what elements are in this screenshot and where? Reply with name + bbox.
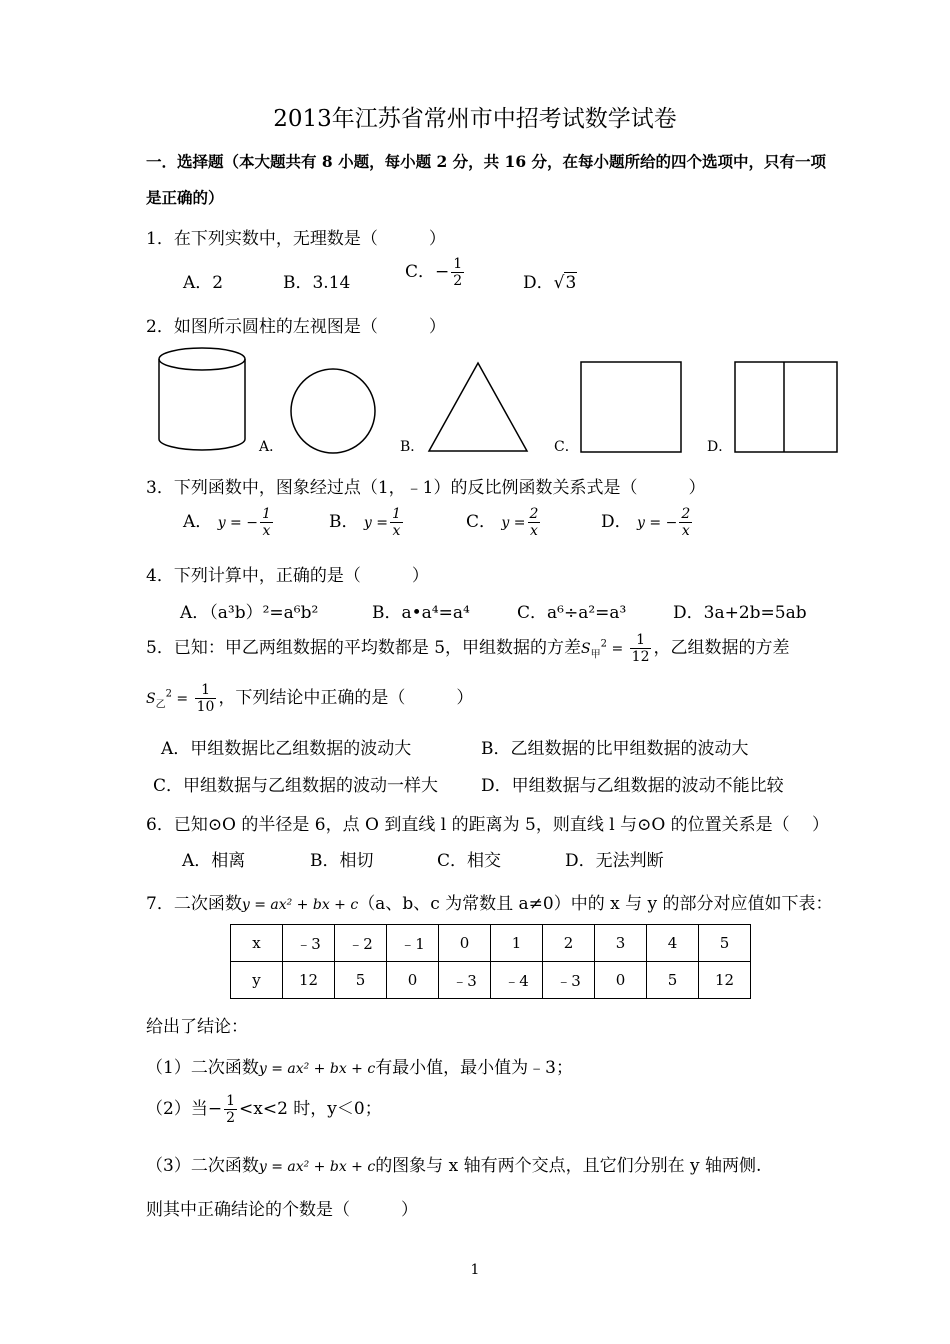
frac-den: x xyxy=(262,523,271,540)
frac-den: x xyxy=(681,523,690,540)
table-row-x xyxy=(231,925,751,962)
conclusion-text-2: 的图象与 x 轴有两个交点，且它们分别在 y 轴两侧. xyxy=(375,1156,762,1176)
q6-option-c: C．相交 xyxy=(437,851,502,871)
q7-question: 则其中正确结论的个数是（ ） xyxy=(146,1200,418,1220)
q2-label-c: C． xyxy=(554,439,579,455)
q6-option-b: B．相切 xyxy=(310,851,374,871)
triangle-shape xyxy=(429,363,527,451)
option-split-rectangle-figure xyxy=(733,360,839,454)
frac-den: 12 xyxy=(631,649,650,666)
frac-num: 2 xyxy=(529,506,539,522)
quadratic-function: y = ax² + bx + c xyxy=(241,897,359,913)
q3-b-fraction xyxy=(390,506,403,539)
q3-stem: 3．下列函数中，图象经过点（1，﹣1）的反比例函数关系式是（ ） xyxy=(146,478,706,498)
value-table xyxy=(230,924,751,999)
table-cell: 1 xyxy=(491,925,543,962)
variance-yi-fraction xyxy=(195,682,217,715)
variance-jia-fraction xyxy=(630,632,652,665)
conclusion-text: （3）二次函数 xyxy=(146,1156,259,1176)
table-cell: ﹣3 xyxy=(283,925,335,962)
q6-stem: 6．已知⊙O 的半径是 6，点 O 到直线 l 的距离为 5，则直线 l 与⊙O 的位置关系是（ ） xyxy=(146,815,830,835)
conclusion-text: （2）当 xyxy=(146,1099,208,1120)
q1-stem: 1．在下列实数中，无理数是（ ） xyxy=(146,229,446,249)
q4-stem: 4．下列计算中，正确的是（ ） xyxy=(146,566,429,586)
frac-num: 1 xyxy=(195,682,217,699)
q7-conclusion-2 xyxy=(146,1093,382,1126)
q5-stem-line1 xyxy=(146,632,789,665)
q3-c-label: C． xyxy=(466,512,497,533)
q4-option-c: C．a⁶÷a²=a³ xyxy=(517,603,627,623)
quadratic-function: y = ax² + bx + c xyxy=(258,1159,376,1175)
table-cell: 5 xyxy=(335,962,387,999)
q7-stem xyxy=(146,889,833,914)
frac-den: x xyxy=(530,523,538,540)
q1-option-c-sign: − xyxy=(435,262,450,283)
frac-den: 2 xyxy=(453,273,463,290)
q4-option-a: A．（a³b）²=a⁶b² xyxy=(180,603,319,623)
table-cell: 0 xyxy=(439,925,491,962)
cylinder-figure xyxy=(155,345,250,455)
table-cell: 12 xyxy=(283,962,335,999)
neg-sign: − xyxy=(207,1099,223,1120)
table-cell: ﹣4 xyxy=(491,962,543,999)
table-cell: 3 xyxy=(595,925,647,962)
q7-stem-text-2: （a、b、c 为常数且 a≠0）中的 x 与 y 的部分对应值如下表： xyxy=(358,894,833,914)
variance-yi-sub: 乙 xyxy=(155,699,166,711)
q6-option-a: A．相离 xyxy=(182,851,246,871)
frac-num: 1 xyxy=(226,1093,235,1109)
q1-option-a: A．2 xyxy=(183,273,224,293)
q4-option-b: B．a•a⁴=a⁴ xyxy=(372,603,470,623)
q5-stem-line2 xyxy=(146,682,473,715)
table-cell: x xyxy=(231,925,283,962)
variance-yi-symbol: S xyxy=(146,691,156,708)
variance-yi-sup: 2 xyxy=(165,688,172,700)
option-triangle-figure xyxy=(425,360,531,454)
table-cell: 12 xyxy=(699,962,751,999)
q7-conclusion-1 xyxy=(146,1053,573,1078)
page-number: 1 xyxy=(470,1262,480,1278)
option-circle-figure xyxy=(287,365,379,457)
q6-option-d: D．无法判断 xyxy=(565,851,664,871)
table-cell: ﹣3 xyxy=(439,962,491,999)
q1-option-d-label: D． xyxy=(523,273,554,293)
frac-num: 1 xyxy=(261,506,271,522)
q3-b-lhs: y = xyxy=(363,515,388,532)
table-cell: y xyxy=(231,962,283,999)
q3-d-lhs: y = − xyxy=(637,515,678,532)
q1-option-b: B．3.14 xyxy=(283,273,351,293)
variance-jia-sup: 2 xyxy=(600,638,608,650)
q5-stem-text-2: ，乙组数据的方差 xyxy=(653,638,790,659)
q2-label-b: B． xyxy=(400,439,425,455)
table-cell: 0 xyxy=(595,962,647,999)
table-cell: 0 xyxy=(387,962,439,999)
conclusion-text-2: <x<2 时，y＜0； xyxy=(239,1099,382,1120)
q2-label-a: A． xyxy=(259,439,284,455)
q3-a-lhs: y = − xyxy=(217,515,258,532)
q3-b-label: B． xyxy=(329,512,359,533)
q5-stem-text-3: ，下列结论中正确的是（ ） xyxy=(218,688,474,709)
q7-stem-text: 7．二次函数 xyxy=(146,894,242,914)
q3-option-d xyxy=(601,506,694,539)
q3-c-fraction xyxy=(528,506,541,539)
q5-option-c: C．甲组数据与乙组数据的波动一样大 xyxy=(153,776,439,796)
q5-option-d: D．甲组数据与乙组数据的波动不能比较 xyxy=(481,776,784,796)
sqrt-symbol: √ xyxy=(553,273,565,293)
q1-option-c-label: C． xyxy=(405,262,436,283)
circle-shape xyxy=(291,369,375,453)
frac-den: 2 xyxy=(226,1110,235,1127)
frac-num: 2 xyxy=(681,506,691,522)
q3-d-fraction xyxy=(679,506,692,539)
q3-option-b xyxy=(329,506,405,539)
q7-conclusion-3 xyxy=(146,1151,761,1176)
q2-stem: 2．如图所示圆柱的左视图是（ ） xyxy=(146,317,446,337)
section-heading: 一．选择题（本大题共有 8 小题，每小题 2 分，共 16 分，在每小题所给的四个选项中，只有一项 xyxy=(146,152,827,171)
eq-sign: = xyxy=(171,691,193,708)
table-cell: ﹣3 xyxy=(543,962,595,999)
quadratic-function: y = ax² + bx + c xyxy=(258,1061,376,1077)
table-cell: 5 xyxy=(699,925,751,962)
q5-stem-text: 5．已知：甲乙两组数据的平均数都是 5，甲组数据的方差 xyxy=(146,638,582,659)
q1-option-c xyxy=(405,256,466,289)
table-cell: 2 xyxy=(543,925,595,962)
q2-label-d: D． xyxy=(707,439,733,455)
frac-num: 1 xyxy=(392,506,401,522)
split-rectangle-shape xyxy=(735,362,837,452)
frac-den: x xyxy=(392,523,401,540)
rectangle-shape xyxy=(581,362,681,452)
conclusion-text: （1）二次函数 xyxy=(146,1058,259,1078)
table-row-y xyxy=(231,962,751,999)
frac-num: 1 xyxy=(453,256,463,272)
q3-a-fraction xyxy=(260,506,273,539)
q3-c-lhs: y = xyxy=(501,515,526,532)
section-heading-cont: 是正确的） xyxy=(146,188,224,207)
option-rectangle-figure xyxy=(579,360,683,454)
page-title: 2013年江苏省常州市中招考试数学试卷 xyxy=(273,106,677,132)
variance-jia-symbol: S xyxy=(581,641,591,658)
cylinder-bottom-arc xyxy=(159,439,245,450)
q3-d-label: D． xyxy=(601,512,632,533)
table-cell: 4 xyxy=(647,925,699,962)
q1-option-d-value: 3 xyxy=(565,273,577,293)
q3-a-label: A． xyxy=(183,512,213,533)
conclusion-text-2: 有最小值，最小值为﹣3； xyxy=(375,1058,574,1078)
q5-option-a: A．甲组数据比乙组数据的波动大 xyxy=(161,739,412,759)
q3-option-a xyxy=(183,506,275,539)
table-cell: ﹣2 xyxy=(335,925,387,962)
eq-sign: = xyxy=(607,641,628,658)
q7-given: 给出了结论： xyxy=(146,1017,248,1037)
q4-option-d: D．3a+2b=5ab xyxy=(673,603,807,623)
q3-option-c xyxy=(466,506,542,539)
cylinder-top-ellipse xyxy=(159,348,245,370)
frac-num: 1 xyxy=(630,632,652,649)
frac-den: 10 xyxy=(196,699,215,716)
conclusion-fraction xyxy=(224,1093,237,1126)
q1-option-c-fraction xyxy=(451,256,464,289)
q5-option-b: B．乙组数据的比甲组数据的波动大 xyxy=(481,739,749,759)
q1-option-d xyxy=(523,268,577,293)
variance-jia-sub: 甲 xyxy=(590,649,601,661)
table-cell: ﹣1 xyxy=(387,925,439,962)
table-cell: 5 xyxy=(647,962,699,999)
